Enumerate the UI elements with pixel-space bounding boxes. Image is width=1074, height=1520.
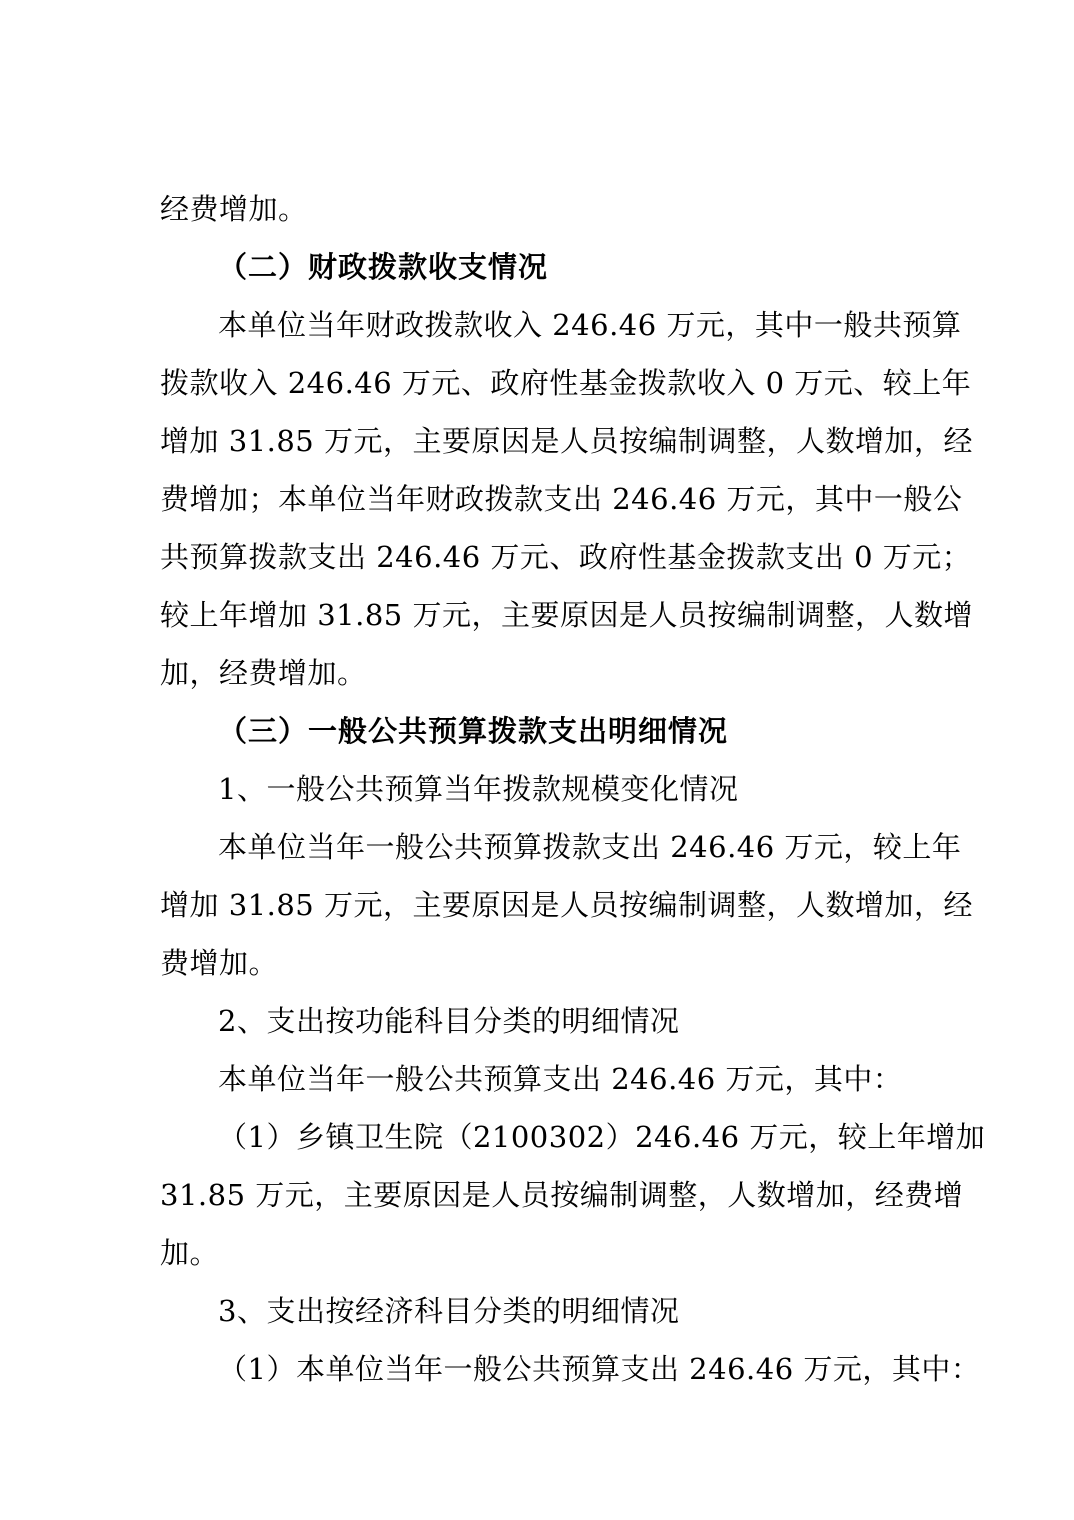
document-body	[160, 180, 986, 1398]
paragraph-line: 本单位当年一般公共预算拨款支出 246.46 万元，较上年	[218, 830, 962, 864]
paragraph-line: 增加 31.85 万元，主要原因是人员按编制调整，人数增加，经	[160, 888, 973, 922]
section-heading-3: （三）一般公共预算拨款支出明细情况	[218, 714, 729, 748]
paragraph-line: 拨款收入 246.46 万元、政府性基金拨款收入 0 万元、较上年	[160, 366, 972, 400]
paragraph-line: 本单位当年一般公共预算支出 246.46 万元，其中：	[218, 1062, 903, 1096]
paragraph-line: 经费增加。	[160, 192, 308, 226]
subsection-title-1: 1、一般公共预算当年拨款规模变化情况	[218, 772, 739, 806]
paragraph-line: 31.85 万元，主要原因是人员按编制调整，人数增加，经费增	[160, 1178, 964, 1212]
paragraph-line: 增加 31.85 万元，主要原因是人员按编制调整，人数增加，经	[160, 424, 973, 458]
paragraph-line: 较上年增加 31.85 万元，主要原因是人员按编制调整，人数增	[160, 598, 973, 632]
paragraph-line: 费增加；本单位当年财政拨款支出 246.46 万元，其中一般公	[160, 482, 963, 516]
paragraph-line: 加，经费增加。	[160, 656, 367, 690]
paragraph-line: （1）乡镇卫生院（2100302）246.46 万元，较上年增加	[218, 1120, 986, 1154]
paragraph-line: 费增加。	[160, 946, 279, 980]
section-heading-2: （二）财政拨款收支情况	[218, 250, 549, 284]
paragraph-line: （1）本单位当年一般公共预算支出 246.46 万元，其中：	[218, 1352, 981, 1386]
paragraph-line: 共预算拨款支出 246.46 万元、政府性基金拨款支出 0 万元；	[160, 540, 972, 574]
paragraph-line: 本单位当年财政拨款收入 246.46 万元，其中一般共预算	[218, 308, 962, 342]
paragraph-line: 加。	[160, 1236, 220, 1270]
subsection-title-3: 3、支出按经济科目分类的明细情况	[218, 1294, 680, 1328]
subsection-title-2: 2、支出按功能科目分类的明细情况	[218, 1004, 680, 1038]
